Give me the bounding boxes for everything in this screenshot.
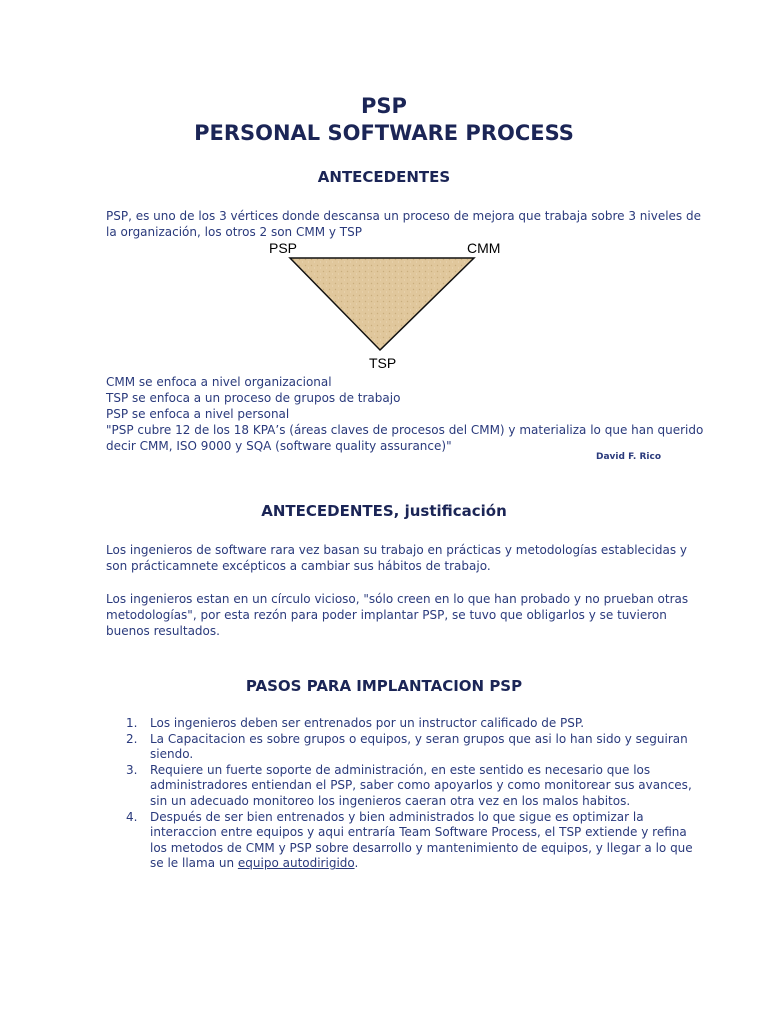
page-subtitle: PERSONAL SOFTWARE PROCESS xyxy=(194,121,574,145)
label-psp: PSP xyxy=(269,240,298,256)
text-line: buenos resultados. xyxy=(106,624,220,638)
list-item-text: La Capacitacion es sobre grupos o equipos, y seran grupos que asi lo han sido y seguiran xyxy=(150,731,688,746)
text-line: son prácticamnete excépticos a cambiar sus hábitos de trabajo. xyxy=(106,559,491,573)
page-title: PSP xyxy=(361,94,407,118)
list-item xyxy=(126,731,688,763)
justificacion-paragraph-2 xyxy=(106,591,689,639)
text-line: metodologías", por esta rezón para poder implantar PSP, se tuvo que obligarlos y se tuvieron xyxy=(106,608,667,622)
list-item xyxy=(126,809,693,872)
list-item-text: Los ingenieros deben ser entrenados por un instructor calificado de PSP. xyxy=(150,716,585,730)
list-item-text: administradores entiendan el PSP, saber como apoyarlos y como monitorear sus avances, xyxy=(150,778,692,793)
list-item xyxy=(126,716,666,732)
list-item-text: Requiere un fuerte soporte de administración, en este sentido es necesario que los xyxy=(150,762,651,777)
text-line: Los ingenieros de software rara vez basan su trabajo en prácticas y metodologías establecidas y xyxy=(106,543,687,557)
equipo-autodirigido-link[interactable]: equipo autodirigido xyxy=(237,856,355,871)
list-item-number: 1. xyxy=(126,716,138,730)
text-line: PSP, es uno de los 3 vértices donde descansa un proceso de mejora que trabaja sobre 3 niveles de xyxy=(106,209,701,223)
text-line: decir CMM, ISO 9000 y SQA (software quality assurance)" xyxy=(106,439,452,453)
label-cmm: CMM xyxy=(467,240,501,256)
section-heading-justificacion: ANTECEDENTES, justificación xyxy=(261,502,507,520)
justificacion-paragraph-1 xyxy=(106,542,687,574)
list-item-number: 2. xyxy=(126,731,138,746)
intro-paragraph xyxy=(106,208,701,240)
list-item-text: sin un adecuado monitoreo los ingenieros caeran otra vez en los malos habitos. xyxy=(150,793,631,808)
label-tsp: TSP xyxy=(369,355,397,371)
triangle-diagram-svg xyxy=(262,240,512,376)
focus-paragraph xyxy=(106,374,704,454)
triangle-shape xyxy=(290,258,474,350)
list-item xyxy=(126,762,692,810)
list-item-text: Después de ser bien entrenados y bien administrados lo que sigue es optimizar la xyxy=(150,809,644,824)
text-line: la organización, los otros 2 son CMM y TSP xyxy=(106,225,362,239)
text-line: CMM se enfoca a nivel organizacional xyxy=(106,375,332,389)
text-fragment: . xyxy=(354,856,359,871)
section-heading-antecedentes: ANTECEDENTES xyxy=(317,168,451,186)
text-line: "PSP cubre 12 de los 18 KPA’s (áreas claves de procesos del CMM) y materializa lo que han querido xyxy=(106,423,704,437)
list-item-number: 3. xyxy=(126,762,138,777)
list-item-text: siendo. xyxy=(150,747,194,762)
text-line: Los ingenieros estan en un círculo vicioso, "sólo creen en lo que han probado y no prueban otras xyxy=(106,592,689,606)
list-item-text-last xyxy=(150,856,666,872)
text-fragment: se le llama un xyxy=(150,856,238,871)
list-item-number: 4. xyxy=(126,809,138,824)
list-item-text: los metodos de CMM y PSP sobre desarrollo y mantenimiento de equipos, y llegar a lo que xyxy=(150,840,693,855)
section-heading-pasos: PASOS PARA IMPLANTACION PSP xyxy=(245,677,523,695)
quote-author: David F. Rico xyxy=(596,452,661,462)
triangle-diagram xyxy=(262,240,512,376)
text-line: PSP se enfoca a nivel personal xyxy=(106,407,290,421)
steps-list xyxy=(126,716,693,872)
text-line: TSP se enfoca a un proceso de grupos de trabajo xyxy=(106,391,401,405)
list-item-text: interaccion entre equipos y aqui entraría Team Software Process, el TSP extiende y refina xyxy=(150,825,687,840)
